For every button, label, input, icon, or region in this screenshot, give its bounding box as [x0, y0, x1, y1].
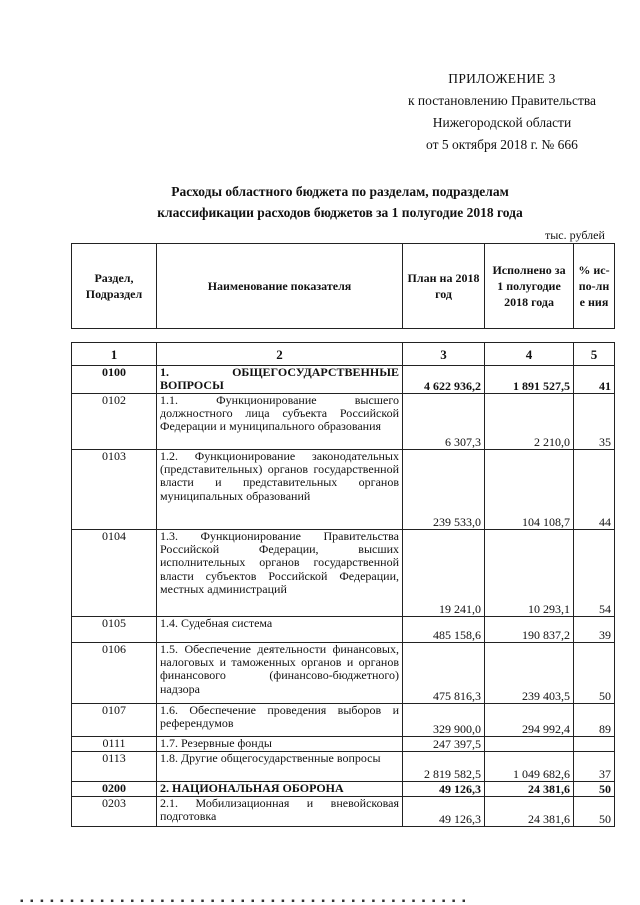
row-plan: 49 126,3: [403, 797, 485, 827]
row-plan: 239 533,0: [403, 450, 485, 530]
row-code: 0111: [72, 737, 157, 752]
cropped-footer-text: ▪ ▪ ▪ ▪ ▪ ▪ ▪ ▪ ▪ ▪ ▪ ▪ ▪ ▪ ▪ ▪ ▪ ▪ ▪ ▪ ▪ ▪ ▪ ▪ ▪ ▪ ▪ ▪ ▪ ▪ ▪ ▪ ▪ ▪ ▪ ▪ ▪ ▪ ▪ ▪ ▪ ▪ ▪ ▪ ▪: [20, 896, 468, 905]
report-title-line-1: Расходы областного бюджета по разделам, подразделам: [171, 184, 509, 199]
row-code: 0104: [72, 530, 157, 617]
report-title: [70, 181, 610, 223]
table-row: [72, 752, 615, 782]
row-percent: 41: [574, 366, 615, 394]
row-plan: 6 307,3: [403, 394, 485, 450]
table-row: [72, 797, 615, 827]
row-executed: 239 403,5: [485, 643, 574, 704]
row-code: 0107: [72, 704, 157, 737]
row-percent: 50: [574, 797, 615, 827]
column-index-row: [72, 343, 615, 366]
column-index: 5: [574, 343, 615, 366]
row-code: 0100: [72, 366, 157, 394]
budget-table: [71, 342, 615, 827]
row-plan: 475 816,3: [403, 643, 485, 704]
row-executed: 190 837,2: [485, 617, 574, 643]
table-row: [72, 782, 615, 797]
header-indicator-name: Наименование показателя: [157, 244, 403, 329]
table-row: [72, 704, 615, 737]
header-section-code: Раздел, Подраздел: [72, 244, 157, 329]
row-name: 1.1. Функционирование высшего должностного лица субъекта Российской Федерации и муниципального образования: [157, 394, 403, 450]
row-name: 1.7. Резервные фонды: [157, 737, 403, 752]
row-code: 0203: [72, 797, 157, 827]
annex-line-3: от 5 октября 2018 г. № 666: [426, 137, 578, 152]
column-index: 3: [403, 343, 485, 366]
table-row: [72, 366, 615, 394]
table-header: [71, 243, 615, 329]
row-code: 0105: [72, 617, 157, 643]
row-plan: 329 900,0: [403, 704, 485, 737]
header-plan: План на 2018 год: [403, 244, 485, 329]
row-percent: 39: [574, 617, 615, 643]
annex-title: ПРИЛОЖЕНИЕ 3: [448, 71, 556, 86]
row-plan: 4 622 936,2: [403, 366, 485, 394]
annex-line-1: к постановлению Правительства: [407, 93, 597, 108]
column-index: 1: [72, 343, 157, 366]
header-percent: % ис-по-лне ния: [574, 244, 615, 329]
row-name: 1.4. Судебная система: [157, 617, 403, 643]
table-row: [72, 643, 615, 704]
row-plan: 49 126,3: [403, 782, 485, 797]
row-percent: 37: [574, 752, 615, 782]
header-executed: Исполнено за 1 полугодие 2018 года: [485, 244, 574, 329]
row-percent: 54: [574, 530, 615, 617]
units-label: тыс. рублей: [545, 228, 605, 242]
row-code: 0106: [72, 643, 157, 704]
row-plan: 19 241,0: [403, 530, 485, 617]
table-row: [72, 394, 615, 450]
row-executed: [485, 737, 574, 752]
row-percent: 50: [574, 782, 615, 797]
row-code: 0113: [72, 752, 157, 782]
annex-line-2: Нижегородской области: [432, 115, 572, 130]
row-percent: [574, 737, 615, 752]
table-row: [72, 617, 615, 643]
table-row: [72, 530, 615, 617]
row-name: 1.2. Функционирование законодательных (представительных) органов государственной власти и представительных органов муниципальных образований: [157, 450, 403, 530]
row-executed: 24 381,6: [485, 782, 574, 797]
row-name: 1.6. Обеспечение проведения выборов и референдумов: [157, 704, 403, 737]
table-row: [72, 737, 615, 752]
row-executed: 294 992,4: [485, 704, 574, 737]
annex-block: [392, 68, 612, 156]
row-percent: 50: [574, 643, 615, 704]
row-executed: 1 049 682,6: [485, 752, 574, 782]
row-name: 1. ОБЩЕГОСУДАРСТВЕННЫЕ ВОПРОСЫ: [157, 366, 403, 394]
row-percent: 89: [574, 704, 615, 737]
row-plan: 2 819 582,5: [403, 752, 485, 782]
row-executed: 104 108,7: [485, 450, 574, 530]
row-percent: 44: [574, 450, 615, 530]
row-code: 0200: [72, 782, 157, 797]
column-index: 4: [485, 343, 574, 366]
row-executed: 24 381,6: [485, 797, 574, 827]
row-name: 1.8. Другие общегосударственные вопросы: [157, 752, 403, 782]
row-name: 2. НАЦИОНАЛЬНАЯ ОБОРОНА: [157, 782, 403, 797]
table-row: [72, 450, 615, 530]
row-executed: 10 293,1: [485, 530, 574, 617]
row-executed: 2 210,0: [485, 394, 574, 450]
row-name: 1.5. Обеспечение деятельности финансовых, налоговых и таможенных органов и органов финансового (финансово-бюджетного) надзора: [157, 643, 403, 704]
row-executed: 1 891 527,5: [485, 366, 574, 394]
row-code: 0103: [72, 450, 157, 530]
row-name: 1.3. Функционирование Правительства Российской Федерации, высших исполнительных органов государственной власти субъектов Российской Федерации, местных администраций: [157, 530, 403, 617]
row-code: 0102: [72, 394, 157, 450]
report-title-line-2: классификации расходов бюджетов за 1 полугодие 2018 года: [157, 205, 523, 220]
row-name: 2.1. Мобилизационная и вневойсковая подготовка: [157, 797, 403, 827]
column-index: 2: [157, 343, 403, 366]
row-plan: 247 397,5: [403, 737, 485, 752]
row-plan: 485 158,6: [403, 617, 485, 643]
row-percent: 35: [574, 394, 615, 450]
